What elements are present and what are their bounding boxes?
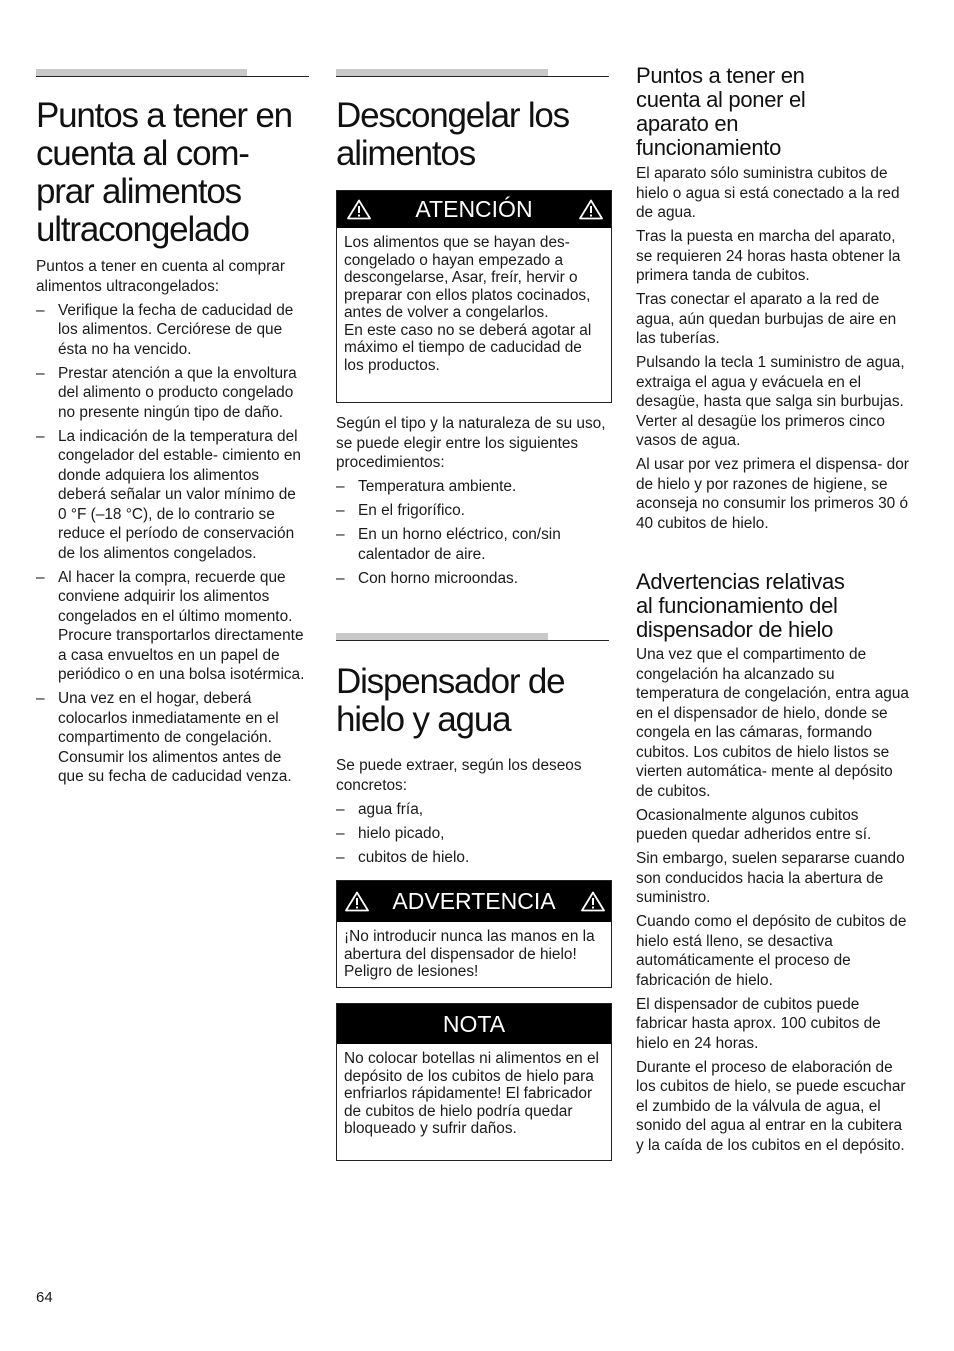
attention-text: En este caso no se deberá agotar al máximo el tiempo de caducidad de los productos. (344, 321, 592, 374)
list-item: – Temperatura ambiente. (336, 477, 608, 497)
section-rule (336, 633, 609, 641)
warning-label: ADVERTENCIA (392, 888, 556, 914)
dispenser-warnings-body (636, 645, 912, 1160)
list-item: – Con horno microondas. (336, 569, 608, 589)
heading-line: Puntos a tener en (636, 63, 805, 88)
attention-label: ATENCIÓN (415, 196, 533, 222)
heading-line: Advertencias relativas (636, 569, 845, 594)
dispenser-intro: Se puede extraer, según los deseos concretos: (336, 757, 582, 794)
list-item: – Prestar atención a que la envoltura del alimento o producto congelado no presente ningún tipo de daño. (36, 364, 308, 423)
paragraph: El aparato sólo suministra cubitos de hielo o agua si está conectado a la red de agua. (636, 165, 900, 221)
warning-triangle-icon (347, 199, 371, 220)
heading-defrosting (336, 97, 611, 173)
heading-line: al funcionamiento del (636, 593, 838, 618)
heading-line: Puntos a tener en (36, 96, 292, 135)
paragraph: Al usar por vez primera el dispensa- dor de hielo y por razones de higiene, se aconseja no consumir los primeros 30 ó 40 cubitos de hielo. (636, 456, 909, 532)
attention-header (337, 191, 611, 228)
defrost-methods-section (336, 414, 608, 593)
heading-start-up (636, 64, 916, 160)
defrost-intro: Según el tipo y la naturaleza de su uso, se puede elegir entre los siguientes procedimientos: (336, 415, 606, 471)
warning-box (336, 880, 612, 988)
heading-line: aparato en (636, 111, 739, 136)
defrost-methods-list (336, 477, 608, 588)
paragraph: El dispensador de cubitos puede fabricar hasta aprox. 100 cubitos de hielo en 24 horas. (636, 995, 881, 1052)
list-item: – Al hacer la compra, recuerde que conviene adquirir los alimentos congelados en el último momento. Procure transportarlos directamente a casa envueltos en un papel de periódico o en una bolsa isotérmica. (36, 568, 308, 685)
attention-body (337, 228, 611, 402)
paragraph: Tras la puesta en marcha del aparato, se requieren 24 horas hasta obtener la primera tanda de cubitos. (636, 228, 901, 284)
dispenser-options-section (336, 756, 608, 872)
paragraph: Durante el proceso de elaboración de los cubitos de hielo, se puede escuchar el zumbido de la válvula de agua, el sonido del agua al entrar en la cubitera y la caída de los cubitos en el depósito. (636, 1058, 906, 1154)
page-number: 64 (36, 1289, 53, 1306)
warning-text: ¡No introducir nunca las manos en la abertura del dispensador de hielo! Peligro de lesiones! (344, 928, 595, 980)
warning-triangle-icon (345, 891, 369, 912)
list-item: – cubitos de hielo. (336, 848, 608, 868)
note-label: NOTA (442, 1011, 506, 1037)
note-box (336, 1003, 612, 1161)
list-item: – Una vez en el hogar, deberá colocarlos inmediatamente en el compartimento de congelación. Consumir los alimentos antes de que su fecha de caducidad venza. (36, 689, 308, 787)
list-item: – hielo picado, (336, 824, 608, 844)
warning-triangle-icon (581, 891, 605, 912)
list-item: – La indicación de la temperatura del congelador del estable- cimiento en donde adquiera los alimentos deberá señalar un valor mínimo de 0 °F (–18 °C), de lo contrario se reduce el período de conservación de los alimentos congelados. (36, 427, 308, 564)
note-text: No colocar botellas ni alimentos en el depósito de los cubitos de hielo para enfriarlos rápidamente! El fabricador de cubitos de hielo podría quedar bloqueado y sufrir daños. (344, 1050, 599, 1137)
heading-line: ultracongelado (36, 210, 249, 249)
heading-buying-frozen-food (36, 97, 311, 249)
heading-line: hielo y agua (336, 700, 511, 739)
heading-line: Descongelar los (336, 96, 569, 135)
warning-triangle-icon (579, 199, 603, 220)
paragraph: Tras conectar el aparato a la red de agua, aún quedan burbujas de aire en las tuberías. (636, 291, 897, 347)
heading-line: cuenta al com- (36, 134, 249, 173)
attention-box (336, 190, 612, 403)
paragraph: Una vez que el compartimento de congelación ha alcanzado su temperatura de congelación, entra agua en el dispensador de hielo, donde se congela en las cámaras, formando cubitos. Los cubitos de hielo listos se vierten automática- mente al depósito de cubitos. (636, 646, 909, 800)
warning-body (337, 922, 611, 987)
list-item: – En un horno eléctrico, con/sin calentador de aire. (336, 525, 608, 564)
heading-dispenser (336, 663, 611, 739)
heading-line: Dispensador de (336, 662, 565, 701)
section-rule (36, 69, 309, 77)
buying-intro: Puntos a tener en cuenta al comprar alimentos ultracongelados: (36, 258, 285, 295)
list-item: – agua fría, (336, 800, 608, 820)
heading-line: dispensador de hielo (636, 617, 834, 642)
attention-text: Los alimentos que se hayan des- congelado o hayan empezado a descongelarse, Asar, freír, hervir o preparar con ellos platos cocinados, antes de volver a congelarlos. (344, 234, 591, 321)
heading-line: funcionamiento (636, 135, 782, 160)
note-header (337, 1004, 611, 1044)
note-body (337, 1044, 611, 1160)
start-up-section-body (636, 164, 912, 538)
paragraph: Cuando como el depósito de cubitos de hielo está lleno, se desactiva automáticamente el proceso de fabricación de hielo. (636, 913, 907, 989)
paragraph: Pulsando la tecla 1 suministro de agua, extraiga el agua y evácuela en el desagüe, hasta que salga sin burbujas. Verter al desagüe los primeros cinco vasos de agua. (636, 354, 905, 449)
dispenser-options-list (336, 800, 608, 868)
list-item: – Verifique la fecha de caducidad de los alimentos. Cerciórese de que ésta no ha vencido. (36, 301, 308, 360)
buying-tips-list (36, 301, 308, 787)
heading-dispenser-warnings (636, 570, 916, 642)
list-item: – En el frigorífico. (336, 501, 608, 521)
heading-line: alimentos (336, 134, 475, 173)
paragraph: Sin embargo, suelen separarse cuando son conducidos hacia la abertura de suministro. (636, 850, 905, 906)
warning-header (337, 881, 611, 922)
buying-section-body (36, 257, 308, 791)
heading-line: cuenta al poner el (636, 87, 806, 112)
heading-line: prar alimentos (36, 172, 241, 211)
paragraph: Ocasionalmente algunos cubitos pueden quedar adheridos entre sí. (636, 806, 872, 843)
section-rule (336, 69, 609, 77)
